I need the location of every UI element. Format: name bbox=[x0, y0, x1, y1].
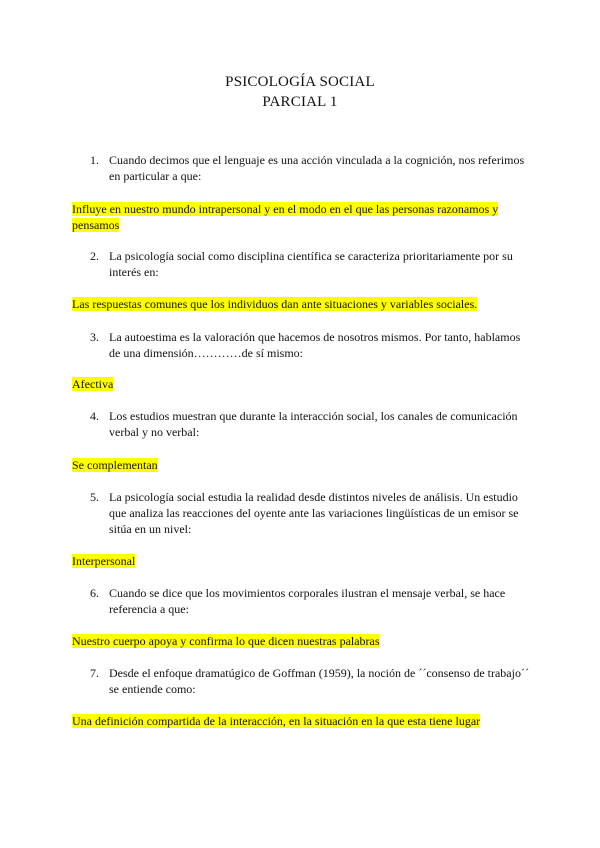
question-text: Desde el enfoque dramatúgico de Goffman (1959), la noción de ´´consenso de trabajo´´ se entiende como: bbox=[109, 666, 529, 696]
question-1 bbox=[92, 152, 532, 184]
question-text: Los estudios muestran que durante la interacción social, los canales de comunicación verbal y no verbal: bbox=[109, 409, 518, 439]
question-number: 6. bbox=[90, 586, 99, 600]
answer-2 bbox=[72, 296, 532, 312]
question-number: 3. bbox=[90, 330, 99, 344]
answer-3 bbox=[72, 376, 532, 392]
answer-5 bbox=[72, 553, 532, 569]
document-subtitle: PARCIAL 1 bbox=[262, 94, 338, 110]
question-number: 4. bbox=[90, 409, 99, 423]
answer-7 bbox=[72, 713, 532, 729]
answer-text: Una definición compartida de la interacción, en la situación en la que esta tiene lugar bbox=[72, 714, 481, 728]
answer-text: Se complementan bbox=[72, 458, 158, 472]
question-text: Cuando se dice que los movimientos corporales ilustran el mensaje verbal, se hace referencia a que: bbox=[109, 586, 506, 616]
question-7 bbox=[92, 665, 532, 697]
question-text: Cuando decimos que el lenguaje es una acción vinculada a la cognición, nos referimos en particular a que: bbox=[109, 153, 525, 183]
question-3 bbox=[92, 329, 532, 361]
question-text: La psicología social como disciplina científica se caracteriza prioritariamente por su interés en: bbox=[109, 249, 513, 279]
question-number: 2. bbox=[90, 249, 99, 263]
answer-1 bbox=[72, 201, 532, 233]
question-number: 1. bbox=[90, 153, 99, 167]
answer-4 bbox=[72, 457, 532, 473]
document-title: PSICOLOGÍA SOCIAL bbox=[225, 74, 375, 90]
answer-text: Afectiva bbox=[72, 377, 114, 391]
answer-text: Las respuestas comunes que los individuos dan ante situaciones y variables sociales. bbox=[72, 297, 478, 311]
question-text: La autoestima es la valoración que hacemos de nosotros mismos. Por tanto, hablamos de una dimensión…………de sí mismo: bbox=[109, 330, 521, 360]
answer-text: Nuestro cuerpo apoya y confirma lo que dicen nuestras palabras bbox=[72, 634, 380, 648]
question-4 bbox=[92, 408, 532, 440]
question-5 bbox=[92, 489, 532, 537]
question-number: 5. bbox=[90, 490, 99, 504]
question-2 bbox=[92, 248, 532, 280]
question-6 bbox=[92, 585, 532, 617]
answer-6 bbox=[72, 633, 532, 649]
answer-text: Interpersonal bbox=[72, 554, 136, 568]
question-text: La psicología social estudia la realidad desde distintos niveles de análisis. Un estudio que analiza las reacciones del oyente ante las variaciones lingüísticas de un emisor se sitúa en un nivel: bbox=[109, 490, 519, 536]
question-number: 7. bbox=[90, 666, 99, 680]
answer-text: Influye en nuestro mundo intrapersonal y en el modo en el que las personas razonamos y pensamos bbox=[72, 202, 499, 232]
